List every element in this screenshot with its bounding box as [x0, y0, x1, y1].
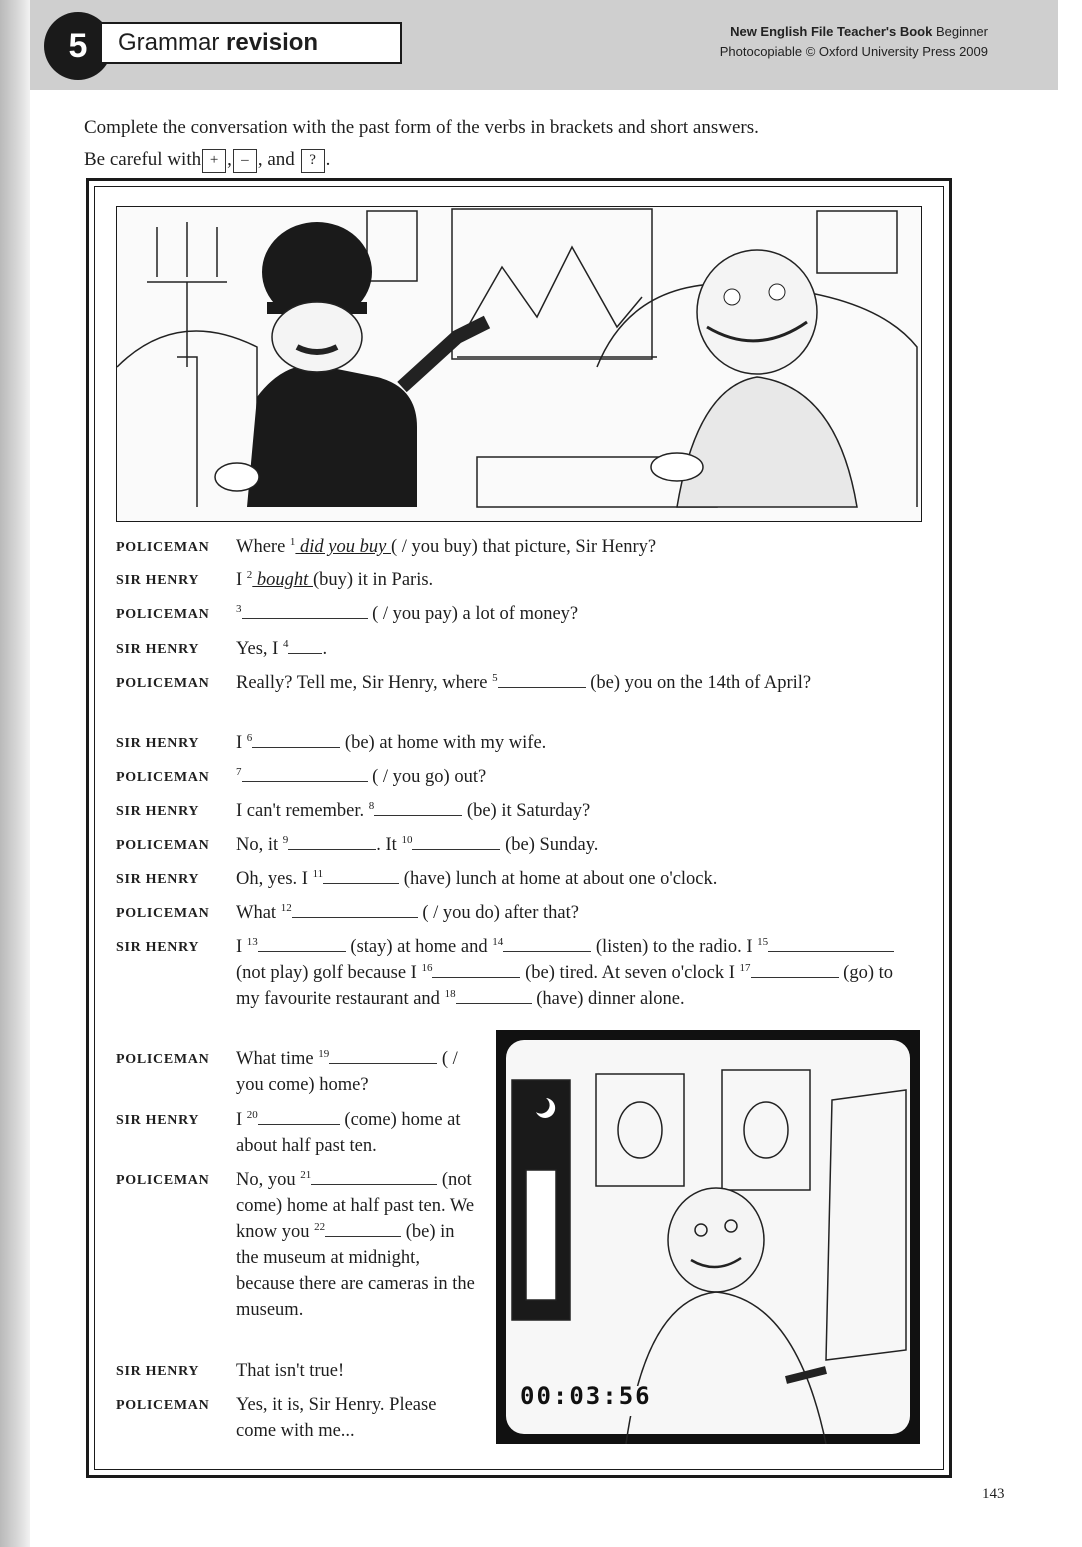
section-title-bold: revision — [226, 29, 319, 56]
line-text: $^7$ ( / you go) out? — [236, 765, 487, 787]
answer-blank-3[interactable] — [242, 604, 368, 619]
line-text: I $^{13}$ (stay) at home and $^{14}$ (listen) to the radio. I $^{15}$ (not play) golf because I $^{16}$ (be) tired. At seven o'clock I $^{17}$ (go) to my favourite restaurant and $^{18}$ (have) dinner alone. — [236, 935, 894, 1009]
speaker-label: SIR HENRY — [116, 872, 200, 887]
line-text: What $^{12}$ ( / you do) after that? — [236, 901, 579, 923]
instructions-line-1: Complete the conversation with the past form of the verbs in brackets and short answers. — [84, 117, 759, 138]
answer-blank-12[interactable] — [292, 903, 418, 918]
line-text: No, it $^9$ . It $^{10}$ (be) Sunday. — [236, 833, 599, 855]
speaker-label: SIR HENRY — [116, 1113, 200, 1128]
speaker-label: POLICEMAN — [116, 1052, 210, 1067]
instructions-prefix: Be careful with — [84, 149, 202, 170]
page-number: 143 — [982, 1486, 1005, 1502]
cctv-timestamp: 00:03:56 — [520, 1382, 652, 1410]
answer-blank-14[interactable] — [503, 937, 591, 952]
cartoon-drawing — [117, 207, 922, 522]
speaker-label: POLICEMAN — [116, 1173, 210, 1188]
book-title — [720, 22, 988, 42]
answer-blank-13[interactable] — [258, 937, 346, 952]
small-portrait-frame — [367, 211, 417, 281]
speaker-label: SIR HENRY — [116, 804, 200, 819]
speaker-label: POLICEMAN — [116, 1398, 210, 1413]
book-info — [720, 22, 988, 62]
speaker-label: SIR HENRY — [116, 573, 200, 588]
speaker-label: POLICEMAN — [116, 607, 210, 622]
answer-blank-22[interactable] — [325, 1222, 401, 1237]
unit-number-badge: 5 — [44, 12, 112, 80]
policeman-figure — [215, 222, 487, 507]
illustration-policeman-and-sir-henry — [116, 206, 922, 522]
portrait-frame-right — [817, 211, 897, 273]
instructions-line-2: Be careful with + , – , and ? . — [84, 144, 984, 176]
line-text: Oh, yes. I $^{11}$ (have) lunch at home at about one o'clock. — [236, 867, 718, 889]
answer-blank-5[interactable] — [498, 673, 586, 688]
line-text: I $^6$ (be) at home with my wife. — [236, 731, 547, 753]
line-text: I can't remember. $^8$ (be) it Saturday? — [236, 799, 591, 821]
line-text: That isn't true! — [236, 1361, 345, 1381]
line-text: I $^2$ bought (buy) it in Paris. — [236, 568, 434, 590]
minus-symbol-box: – — [233, 149, 257, 173]
answer-blank-21[interactable] — [311, 1170, 437, 1185]
speaker-label: SIR HENRY — [116, 642, 200, 657]
line-text: Yes, I $^4$ . — [236, 637, 328, 659]
book-title-bold: New English File Teacher's Book — [730, 24, 933, 39]
answer-blank-7[interactable] — [242, 767, 368, 782]
line-text: I $^{20}$ (come) home at about half past ten. — [236, 1108, 461, 1156]
speaker-label: POLICEMAN — [116, 838, 210, 853]
answer-blank-6[interactable] — [252, 733, 340, 748]
illustration-museum-cctv — [496, 1030, 920, 1444]
instructions-and: and — [267, 149, 295, 170]
answer-blank-4[interactable] — [288, 639, 322, 654]
instructions — [84, 112, 984, 176]
answer-blank-15[interactable] — [768, 937, 894, 952]
answer-blank-19[interactable] — [329, 1049, 437, 1064]
answer-blank-16[interactable] — [432, 963, 520, 978]
speaker-label: POLICEMAN — [116, 906, 210, 921]
speaker-label: POLICEMAN — [116, 540, 210, 555]
line-text: Where $^1$ did you buy ( / you buy) that picture, Sir Henry? — [236, 535, 657, 557]
book-spine-shadow — [0, 0, 30, 1547]
line-text: Yes, it is, Sir Henry. Please come with me... — [236, 1395, 437, 1441]
line-text: Really? Tell me, Sir Henry, where $^5$ (be) you on the 14th of April? — [236, 671, 812, 693]
plus-symbol-box: + — [202, 149, 226, 173]
speaker-label: POLICEMAN — [116, 770, 210, 785]
answer-blank-18[interactable] — [456, 989, 532, 1004]
section-title-regular: Grammar — [118, 29, 220, 56]
question-symbol-box: ? — [301, 149, 325, 173]
answer-blank-10[interactable] — [412, 835, 500, 850]
landscape-painting — [452, 209, 652, 359]
speaker-label: SIR HENRY — [116, 940, 200, 955]
answer-blank-17[interactable] — [751, 963, 839, 978]
copyright-line: Photocopiable © Oxford University Press 2009 — [719, 44, 988, 59]
answer-blank-20[interactable] — [258, 1110, 340, 1125]
example-answer-2: bought — [252, 570, 313, 590]
section-title — [102, 22, 402, 64]
speaker-label: SIR HENRY — [116, 1364, 200, 1379]
line-text: What time $^{19}$ ( / you come) home? — [236, 1047, 458, 1095]
book-level: Beginner — [935, 24, 988, 39]
answer-blank-9[interactable] — [288, 835, 376, 850]
speaker-label: POLICEMAN — [116, 676, 210, 691]
speaker-label: SIR HENRY — [116, 736, 200, 751]
answer-blank-8[interactable] — [374, 801, 462, 816]
line-text: No, you $^{21}$ (not come) home at half past ten. We know you $^{22}$ (be) in the museum at midnight, because there are cameras in the museum. — [236, 1168, 475, 1320]
line-text: $^3$ ( / you pay) a lot of money? — [236, 602, 579, 624]
candelabra — [147, 222, 227, 367]
answer-blank-11[interactable] — [323, 869, 399, 884]
example-answer-1: did you buy — [295, 537, 391, 557]
